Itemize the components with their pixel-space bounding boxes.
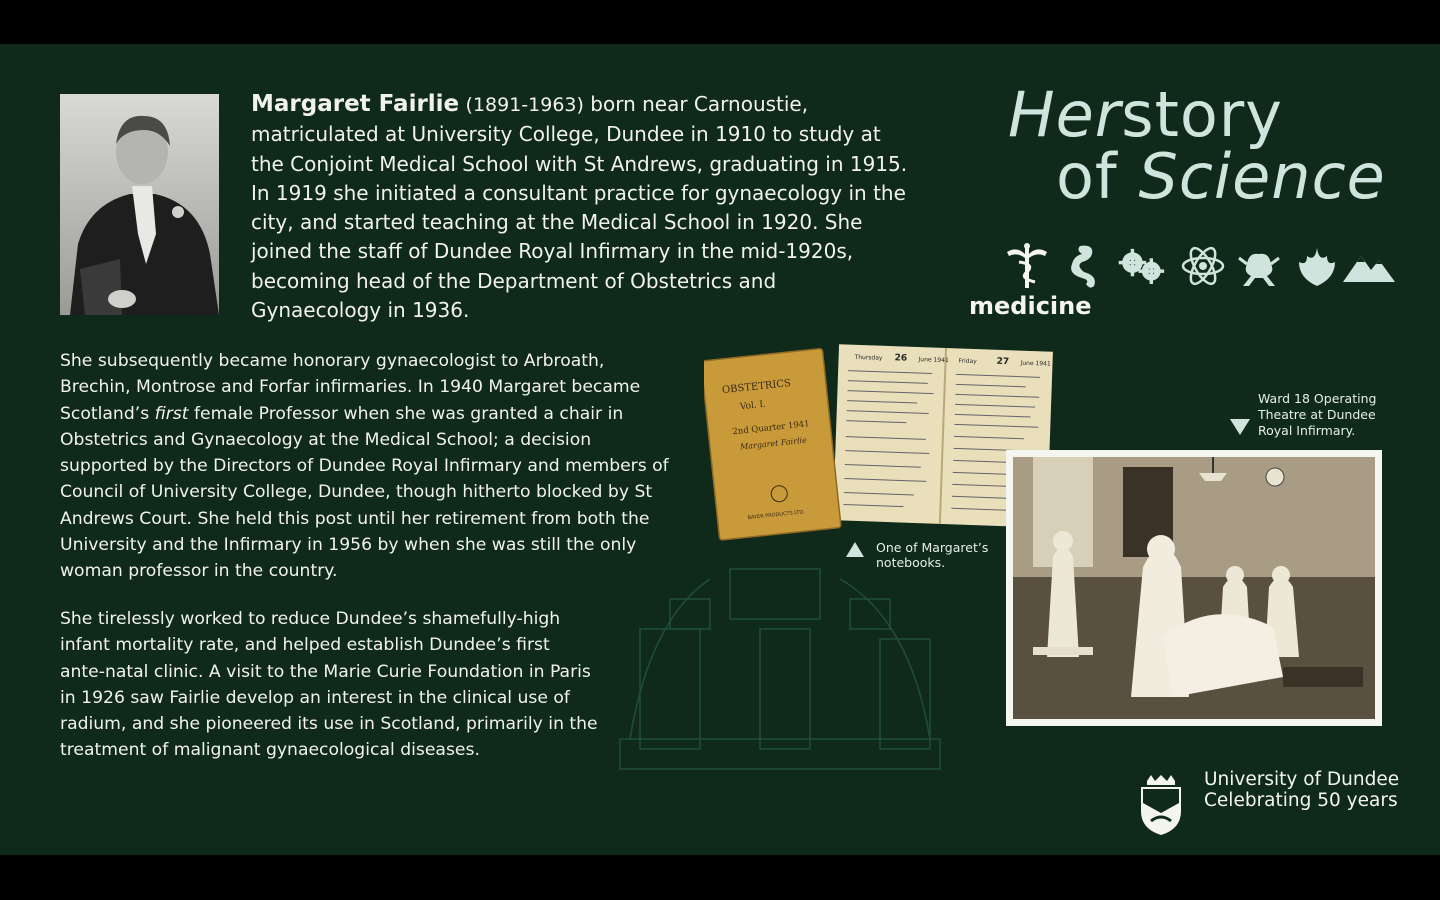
legacy-paragraph: She tirelessly worked to reduce Dundee’s shamefully-high infant mortality rate, and helped establish Dundee’s first ante-natal clinic. A visit to the Marie Curie Foundation in Paris in 1926 saw Fairlie develop an interest in the clinical use of radium, and she pioneered its use in Scotland, primarily in the treatment of malignant gynaecological diseases. bbox=[60, 609, 598, 761]
floor-plan-graphic bbox=[610, 559, 950, 809]
title-of: of bbox=[1056, 140, 1118, 213]
category-icons bbox=[1003, 242, 1398, 292]
caption-pointer-up-icon bbox=[846, 542, 864, 557]
intro-text: born near Carnoustie, matriculated at University College, Dundee in 1910 to study at the Conjoint Medical School with St Andrews, graduating in 1915. In 1919 she initiated a consultant practice for gynaecology in the city, and started teaching at the Medical School in 1920. She joined the staff of Dundee Royal Infirmary in the mid-1920s, becoming head of the Department of Obstetrics and Gynaecology in 1936. bbox=[251, 92, 908, 323]
notebook-page-left-day: Thursday bbox=[854, 353, 883, 362]
ward-caption: Ward 18 Operating Theatre at Dundee Royal Infirmary. bbox=[1258, 391, 1377, 438]
notebook-page-left-month: June 1941 bbox=[918, 356, 949, 365]
seahorse-icon bbox=[1060, 242, 1108, 290]
subject-dates: (1891-1963) bbox=[465, 94, 584, 116]
university-shield-logo bbox=[1137, 773, 1185, 837]
notebook-page-left-date: 26 bbox=[894, 353, 908, 364]
category-label: medicine bbox=[969, 292, 1092, 320]
bottom-letterbox-bar bbox=[0, 855, 1440, 900]
caption-pointer-down-icon bbox=[1230, 419, 1250, 435]
title-science: Science bbox=[1138, 140, 1386, 213]
portrait-photo bbox=[60, 94, 219, 315]
frog-icon bbox=[1235, 242, 1283, 290]
notebook-page-right-month: June 1941 bbox=[1020, 359, 1051, 368]
career-paragraph bbox=[60, 348, 670, 585]
notebook-photo bbox=[704, 344, 1054, 544]
career-text-emphasis: first bbox=[154, 403, 189, 424]
notebook-cover-line-1: OBSTETRICS bbox=[721, 377, 792, 397]
title-story: story bbox=[1121, 78, 1283, 151]
university-name bbox=[1204, 770, 1399, 811]
subject-name: Margaret Fairlie bbox=[251, 91, 460, 117]
career-text-before: She subsequently became honorary gynaecologist to Arbroath, Brechin, Montrose and Forfar infirmaries. In 1940 Margaret became Scotland’s bbox=[60, 351, 641, 424]
career-text-after: female Professor when she was granted a chair in Obstetrics and Gynaecology at the Medical School; a decision supported by the Directors of Dundee Royal Infirmary and members of Council of University College, Dundee, though hitherto blocked by St Andrews Court. She held this post until her retirement from both the University and the Infirmary in 1956 by when she was still the only woman professor in the country. bbox=[60, 403, 669, 582]
intro-paragraph bbox=[251, 90, 911, 325]
university-line-1: University of Dundee bbox=[1204, 769, 1400, 790]
notebook-cover-line-2: Vol. I. bbox=[739, 399, 767, 413]
notebook-cover-line-3: 2nd Quarter 1941 bbox=[732, 419, 811, 438]
university-line-2: Celebrating 50 years bbox=[1204, 789, 1398, 811]
notebook-cover-line-4: Margaret Fairlie bbox=[739, 435, 808, 452]
mountains-icon bbox=[1343, 242, 1395, 290]
notebook-page-right-date: 27 bbox=[996, 356, 1010, 368]
exhibition-panel bbox=[0, 44, 1440, 855]
notebook-caption: One of Margaret’s notebooks. bbox=[876, 540, 989, 570]
series-title bbox=[1008, 78, 1386, 213]
title-her: Her bbox=[1008, 78, 1122, 151]
atom-icon bbox=[1179, 242, 1227, 290]
leaf-icon bbox=[1293, 242, 1341, 290]
operating-theatre-photo bbox=[1013, 457, 1375, 719]
notebook-cover-imprint: BAYER PRODUCTS LTD. bbox=[747, 509, 806, 522]
notebook-page-right-day: Friday bbox=[958, 357, 977, 366]
gears-icon bbox=[1117, 242, 1165, 290]
caduceus-icon bbox=[1003, 242, 1051, 290]
top-letterbox-bar bbox=[0, 0, 1440, 44]
